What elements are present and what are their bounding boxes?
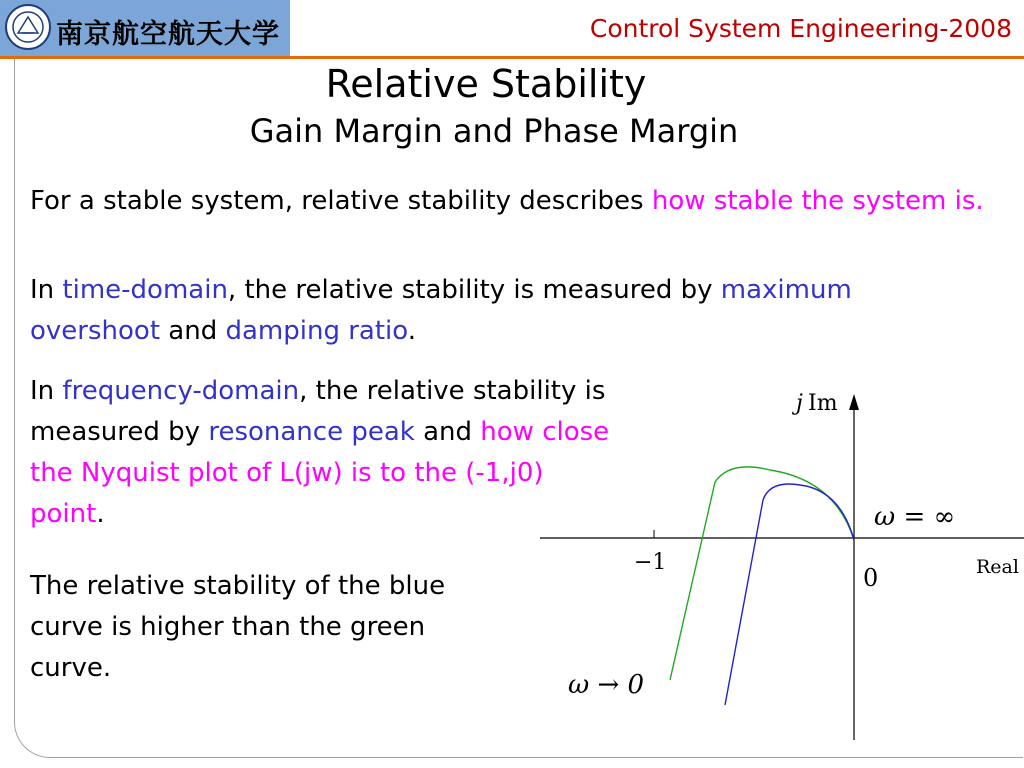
university-seal-icon — [4, 3, 52, 51]
paragraph-text: . — [407, 316, 416, 346]
highlight-nyquist-distance: how close the Nyquist plot of L(jw) is to the (-1,j0) point — [30, 417, 610, 529]
paragraph-stable-system — [30, 181, 990, 222]
paragraph-text: The relative stability of the blue curve is higher than the green curve. — [30, 571, 446, 683]
highlight-time-domain: time-domain — [62, 275, 228, 305]
header-divider — [0, 56, 1024, 59]
paragraph-time-domain — [30, 270, 990, 352]
y-axis-label-im: Im — [808, 391, 838, 416]
origin-label: 0 — [863, 564, 879, 592]
paragraph-text: In — [30, 376, 63, 406]
highlight-resonance-peak: resonance peak — [208, 417, 415, 447]
nyquist-plot — [530, 380, 1024, 750]
x-axis-label: Real — [976, 556, 1019, 578]
paragraph-text: For a stable system, relative stability describes — [30, 186, 652, 216]
paragraph-text: . — [96, 499, 105, 529]
minus-one-label: −1 — [634, 550, 667, 575]
y-axis-label-j: j — [796, 391, 803, 416]
highlight-maximum-overshoot: maximum overshoot — [30, 275, 852, 346]
omega-infinity-label: ω = ∞ — [874, 502, 956, 532]
paragraph-curve-comparison — [30, 566, 500, 689]
highlight-how-stable: how stable the system is. — [651, 186, 984, 216]
slide-title: Relative Stability — [325, 62, 647, 106]
blue-nyquist-curve — [725, 484, 854, 705]
paragraph-text: and — [160, 316, 226, 346]
course-title: Control System Engineering-2008 — [589, 14, 1012, 43]
imaginary-axis-arrow — [849, 394, 859, 410]
highlight-damping-ratio: damping ratio — [225, 316, 408, 346]
paragraph-text: , the relative stability is measured by — [227, 275, 721, 305]
paragraph-text: In — [30, 275, 63, 305]
slide-subtitle: Gain Margin and Phase Margin — [249, 112, 739, 150]
paragraph-text: and — [414, 417, 481, 447]
highlight-frequency-domain: frequency-domain — [62, 376, 300, 406]
university-logo-banner — [0, 0, 290, 56]
header-bar — [0, 0, 1024, 58]
paragraph-text: , the relative stability is measured by — [30, 376, 606, 447]
university-name: 南京航空航天大学 — [56, 19, 280, 50]
green-nyquist-curve — [670, 467, 854, 680]
omega-zero-label: ω → 0 — [568, 670, 645, 700]
